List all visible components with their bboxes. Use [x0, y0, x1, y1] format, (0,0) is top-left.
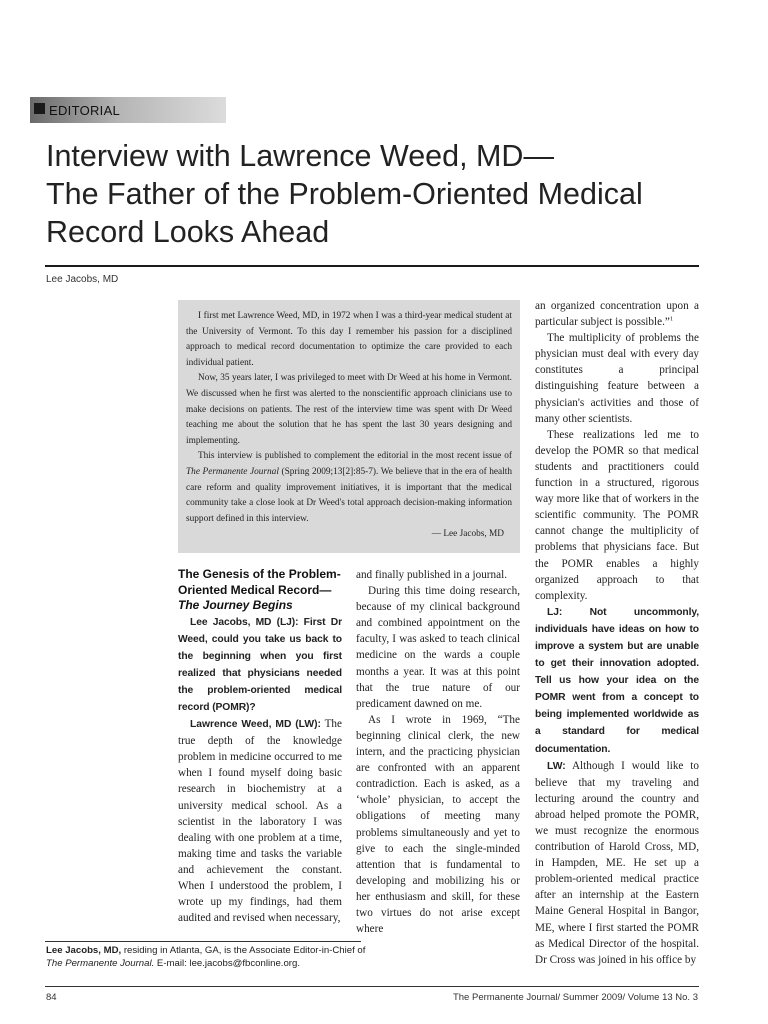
intro-text-run: Now, 35 years later, I was privileged to meet with Dr Weed at his home in Vermont. We discussed when he first was alerted to the nonscientific approach clinicians use to make decisions on patients. The rest of the interview time was spent with Dr Weed teaching me about the solution that he has spent the last 30 years designing and implementing. — [186, 373, 512, 446]
intro-text — [186, 309, 512, 543]
body-paragraph: The multiplicity of problems the physician must deal with every day constitutes a principal distinguishing feature between a physician's activities and those of many other scientists. — [535, 332, 699, 425]
body-paragraph: As I wrote in 1969, “The beginning clinical clerk, the new intern, and the practicing physician are confronted with an apparent contradiction. Each is asked, as a ‘whole’ physician, to accept the obligations of meeting many problems simultaneously and yet to give to each the single-minded attention that is fundamental to developing and mobilizing his or her enthusiasm and skill, for these two virtues do not arise except where — [356, 713, 520, 936]
body-paragraph — [535, 298, 699, 330]
footnote-text: E-mail: lee.jacobs@fbconline.org. — [154, 957, 300, 969]
answer-text: The true depth of the knowledge problem in medicine occurred to me when I found myself doing basic research in biochemistry at a university medical school. As a scientist in the laboratory I was dealing with one problem at a time, making time and tasks the variable and achievement the constant. When I understood the problem, I wrote up my findings, had them audited and revised when necessary, — [178, 718, 342, 925]
question-text: LJ: Not uncommonly, individuals have ideas on how to improve a system but are unable to get their innovation adopted. Tell us how your idea on the POMR went from a concept to being implemented worldwide as a standard for medical documentation. — [535, 606, 699, 755]
intro-paragraph — [186, 449, 512, 527]
reference-marker: 1 — [669, 315, 674, 323]
title-line: The Father of the Problem-Oriented Medical — [46, 177, 643, 211]
interview-question — [178, 614, 342, 717]
page-number: 84 — [46, 992, 57, 1003]
body-text-run: an organized concentration upon a particular subject is possible.” — [535, 300, 699, 329]
author-name: Lee Jacobs, MD, — [46, 945, 122, 956]
running-footer: The Permanente Journal/ Summer 2009/ Volume 13 No. 3 — [452, 992, 698, 1003]
column-left — [178, 567, 342, 926]
section-marker-icon — [34, 103, 45, 114]
title-divider — [45, 265, 699, 267]
body-paragraph: and finally published in a journal. — [356, 569, 507, 581]
intro-text-run: This interview is published to complement the editorial in the most recent issue of — [198, 451, 512, 462]
body-paragraph: During this time doing research, because of my clinical background and combined appointment on the faculty, I was asked to teach clinical medicine on the wards a couple months a year. It was at this point that the true nature of our predicament dawned on me. — [356, 585, 520, 710]
intro-paragraph — [186, 371, 512, 449]
byline: Lee Jacobs, MD — [46, 274, 119, 285]
title-line: Interview with Lawrence Weed, MD— — [46, 139, 554, 173]
intro-box — [178, 300, 520, 553]
section-label: EDITORIAL — [49, 103, 121, 118]
section-heading-italic: The Journey Begins — [178, 598, 293, 612]
intro-paragraph: I first met Lawrence Weed, MD, in 1972 when I was a third-year medical student at the University of Vermont. To this day I remember his passion for a disciplined approach to medical record documentation to optimize the care provided to each individual patient. — [186, 311, 512, 368]
article-title — [46, 137, 726, 251]
interview-answer — [535, 758, 699, 968]
answer-text: Although I would like to believe that my traveling and lecturing around the country and abroad helped promote the POMR, we must recognize the enormous contribution of Harold Cross, MD, in Hampden, ME. He set up a problem-oriented medical practice after an internship at the Eastern Maine General Hospital in Bangor, ME, where I first started the POMR as Medical Director of the hospital. Dr Cross was joined in his office by — [535, 759, 699, 966]
journal-name: The Permanente Journal. — [46, 957, 155, 969]
speaker-label: LW: — [547, 760, 566, 772]
speaker-label: Lawrence Weed, MD (LW): — [190, 719, 321, 731]
question-text: Lee Jacobs, MD (LJ): First Dr Weed, could you take us back to the beginning when you first realized that physicians needed the problem-oriented medical record (POMR)? — [178, 616, 342, 713]
intro-text-run: (Spring 2009;13[2]:85-7). We believe that in the era of health care reform and quality improvement initiatives, it is important that the medical community take a close look at Dr Weed's total approach decision-making information support defined in this interview. — [186, 466, 512, 524]
footnote-divider — [45, 941, 361, 942]
journal-name: The Permanente Journal — [186, 466, 279, 477]
footnote-text: residing in Atlanta, GA, is the Associate Editor-in-Chief of — [121, 945, 366, 956]
column-right — [535, 298, 699, 968]
title-line: Record Looks Ahead — [46, 215, 330, 249]
interview-answer — [178, 716, 342, 926]
footer-divider — [45, 986, 699, 987]
intro-signoff: — Lee Jacobs, MD — [431, 529, 504, 540]
section-heading: The Genesis of the Problem-Oriented Medical Record— — [178, 567, 341, 597]
author-footnote — [46, 945, 376, 970]
body-paragraph: These realizations led me to develop the POMR so that medical students and practitioners could function in a structured, rigorous way more like that of workers in the scientific community. The POMR cannot change the multiplicity of problems that physicians face. But the POMR enables a highly organized approach to that complexity. — [535, 428, 699, 602]
interview-question — [535, 604, 699, 758]
column-middle — [356, 567, 520, 937]
